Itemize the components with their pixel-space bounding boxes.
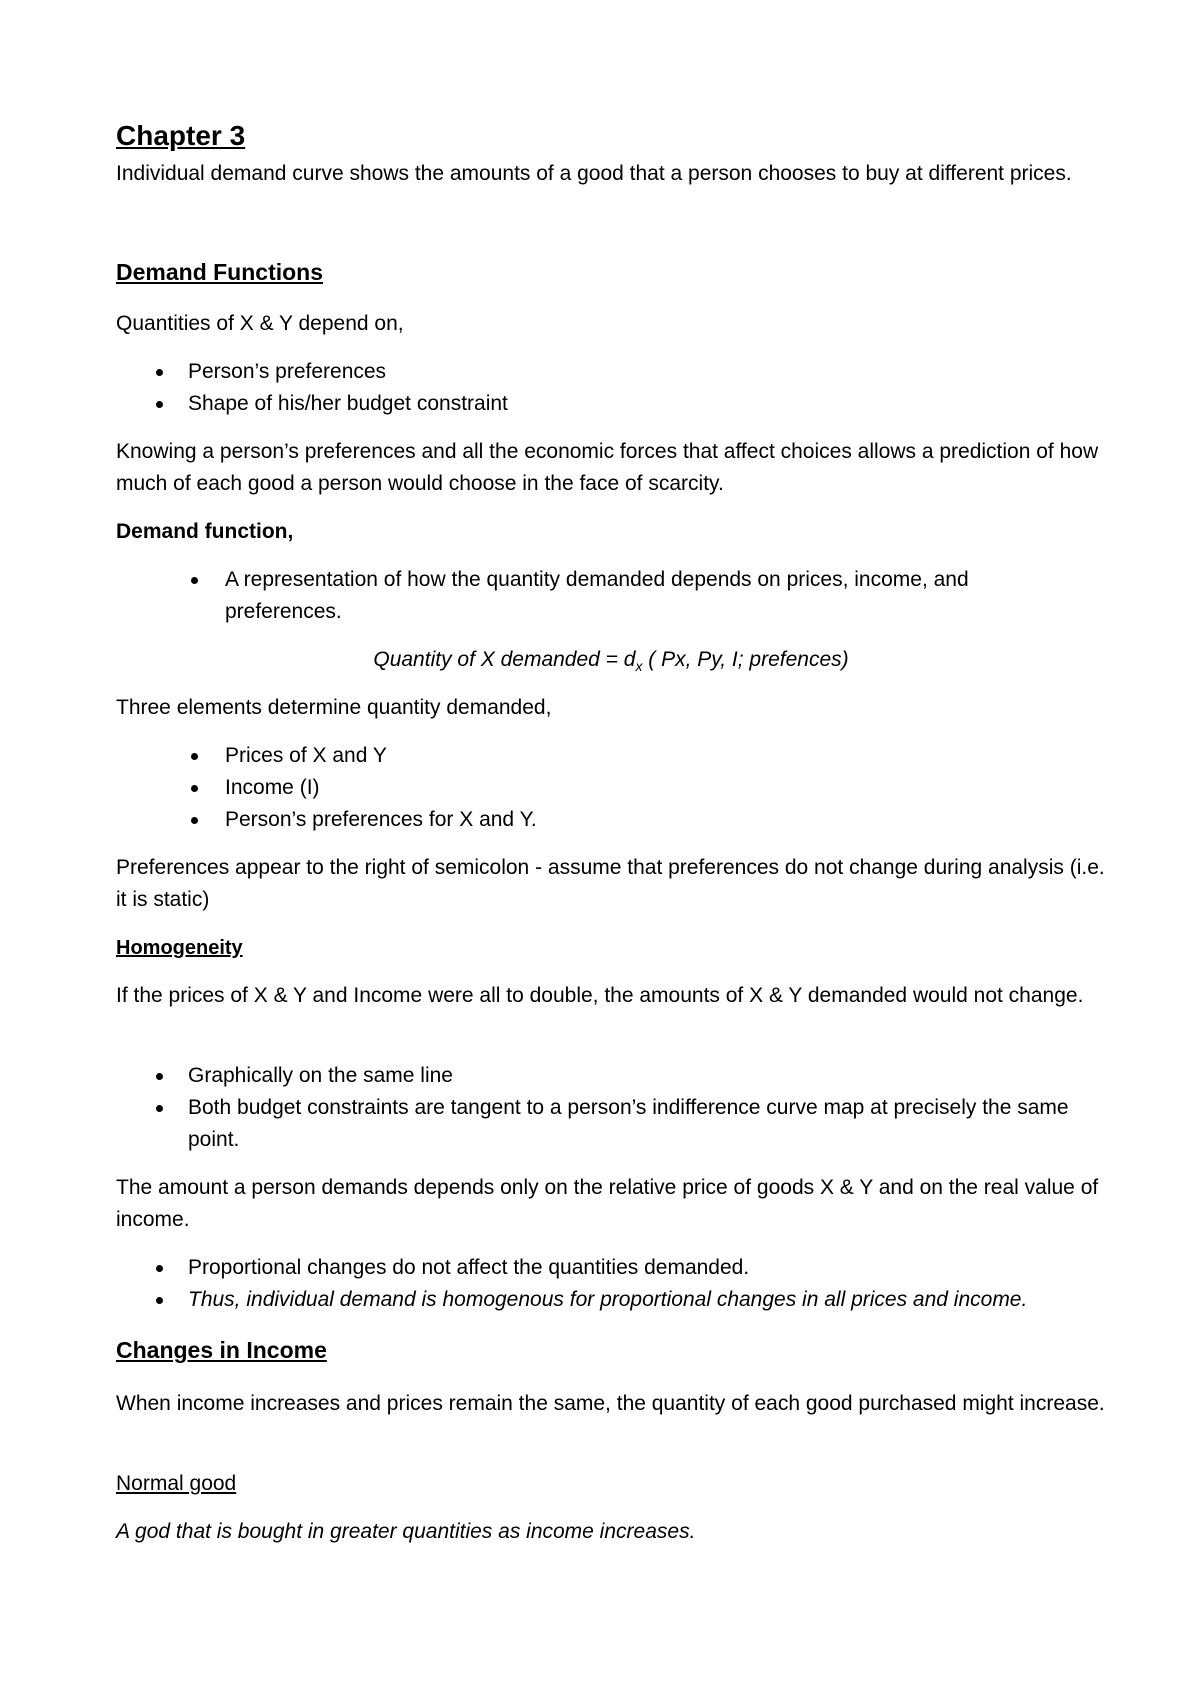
demand-function-label: Demand function, (116, 520, 294, 543)
bullet-homogenous: Thus, individual demand is homogenous for proportional changes in all prices and income. (188, 1288, 1028, 1311)
bullet-budget-constraint: Shape of his/her budget constraint (188, 392, 508, 415)
demand-formula (116, 644, 1106, 682)
bullet-preferences: Person’s preferences (188, 360, 387, 383)
bullet-dot (156, 369, 163, 376)
three-elements-lead: Three elements determine quantity demanded, (116, 696, 552, 719)
bullet-dot (191, 785, 198, 792)
relative-price-paragraph: The amount a person demands depends only on the relative price of goods X & Y and on the real value of income. (116, 1176, 1099, 1231)
prediction-paragraph: Knowing a person’s preferences and all the economic forces that affect choices allows a prediction of how much of each good a person would choose in the face of scarcity. (116, 440, 1099, 495)
heading-homogeneity: Homogeneity (116, 937, 243, 959)
bullet-dot (156, 1073, 163, 1080)
bullet-same-line: Graphically on the same line (188, 1064, 453, 1087)
demand-lead: Quantities of X & Y depend on, (116, 312, 404, 335)
bullet-prices: Prices of X and Y (225, 744, 387, 767)
semicolon-paragraph: Preferences appear to the right of semicolon - assume that preferences do not change during analysis (i.e. it is static) (116, 856, 1105, 911)
heading-demand-functions: Demand Functions (116, 259, 324, 285)
heading-changes-in-income: Changes in Income (116, 1337, 327, 1363)
bullet-dot (156, 401, 163, 408)
formula-subscript: x (635, 658, 643, 675)
formula-main: Quantity of X demanded = d (373, 648, 636, 671)
bullet-dot (156, 1297, 163, 1304)
heading-normal-good: Normal good (116, 1472, 237, 1495)
homogeneity-paragraph: If the prices of X & Y and Income were all to double, the amounts of X & Y demanded would not change. (116, 984, 1084, 1007)
bullet-proportional: Proportional changes do not affect the quantities demanded. (188, 1256, 750, 1279)
bullet-person-preferences: Person’s preferences for X and Y. (225, 808, 537, 831)
bullet-representation: A representation of how the quantity demanded depends on prices, income, and preferences. (225, 568, 969, 623)
bullet-dot (191, 577, 198, 584)
formula-rest: ( Px, Py, I; prefences) (642, 648, 849, 671)
income-increase-paragraph: When income increases and prices remain the same, the quantity of each good purchased might increase. (116, 1392, 1105, 1415)
bullet-dot (156, 1265, 163, 1272)
bullet-dot (191, 753, 198, 760)
normal-good-definition: A god that is bought in greater quantities as income increases. (116, 1520, 696, 1543)
intro-paragraph: Individual demand curve shows the amounts of a good that a person chooses to buy at different prices. (116, 162, 1072, 185)
bullet-income: Income (I) (225, 776, 320, 799)
bullet-dot (191, 817, 198, 824)
bullet-dot (156, 1105, 163, 1112)
chapter-title: Chapter 3 (116, 120, 246, 151)
bullet-tangent: Both budget constraints are tangent to a person’s indifference curve map at precisely the same point. (188, 1096, 1069, 1151)
